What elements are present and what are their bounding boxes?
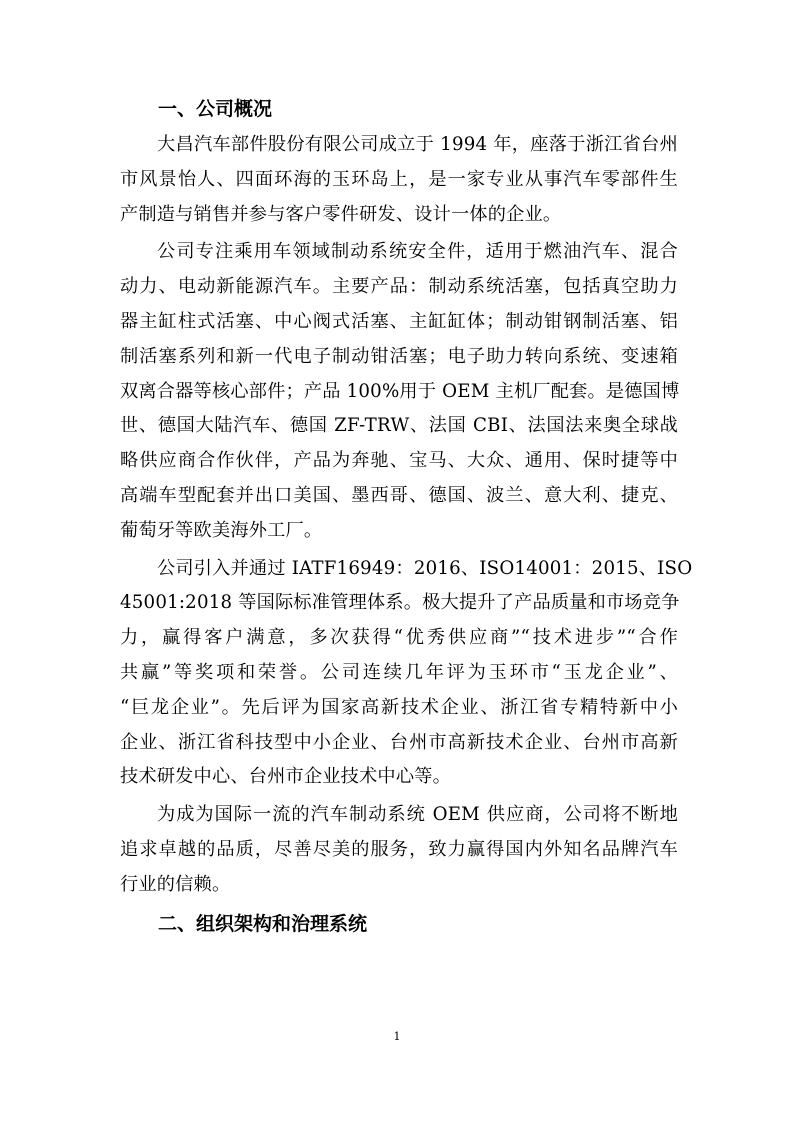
page-number: 1 [393,1030,401,1043]
paragraph-line: 制活塞系列和新一代电子制动钳活塞；电子助力转向系统、变速箱 [120,345,678,367]
paragraph-company-intro [120,128,678,232]
paragraph-line: 公司引入并通过 IATF16949：2016、ISO14001：2015、ISO [157,557,693,579]
paragraph-line: 动力、电动新能源汽车。主要产品：制动系统活塞，包括真空助力 [120,276,678,298]
paragraph-line: 器主缸柱式活塞、中心阀式活塞、主缸缸体；制动钳钢制活塞、铝 [120,310,678,332]
paragraph-line: 45001:2018 等国际标准管理体系。极大提升了产品质量和市场竞争 [120,592,680,614]
paragraph-line: 共赢”等奖项和荣誉。公司连续几年评为玉环市“玉龙企业”、 [120,661,678,683]
paragraph-line: 大昌汽车部件股份有限公司成立于 1994 年，座落于浙江省台州 [157,134,678,155]
paragraph-line: 公司专注乘用车领域制动系统安全件，适用于燃油汽车、混合 [157,241,678,263]
section-heading-company-overview: 一、公司概况 [158,98,273,120]
paragraph-line: 产制造与销售并参与客户零件研发、设计一体的企业。 [120,203,562,225]
paragraph-line: 技术研发中心、台州市企业技术中心等。 [120,766,451,788]
paragraph-certifications [120,552,693,796]
paragraph-line: 葡萄牙等欧美海外工厂。 [120,519,323,541]
page-content [120,92,693,941]
paragraph-line: 市风景怡人、四面环海的玉环岛上，是一家专业从事汽车零部件生 [120,168,678,190]
paragraph-line: 世、德国大陆汽车、德国 ZF-TRW、法国 CBI、法国法来奥全球战 [120,415,678,437]
paragraph-line: “巨龙企业”。先后评为国家高新技术企业、浙江省专精特新中小 [120,696,678,718]
paragraph-line: 高端车型配套并出口美国、墨西哥、德国、波兰、意大利、捷克、 [120,484,678,506]
paragraph-line: 力，赢得客户满意，多次获得“优秀供应商”“技术进步”“合作 [120,627,678,649]
paragraph-products [120,235,678,548]
paragraph-line: 为成为国际一流的汽车制动系统 OEM 供应商，公司将不断地 [157,804,678,826]
paragraph-line: 企业、浙江省科技型中小企业、台州市高新技术企业、台州市高新 [120,731,678,753]
paragraph-line: 行业的信赖。 [120,873,231,895]
paragraph-line: 双离合器等核心部件；产品 100%用于 OEM 主机厂配套。是德国博 [120,380,680,402]
paragraph-line: 追求卓越的品质，尽善尽美的服务，致力赢得国内外知名品牌汽车 [120,838,678,860]
section-heading-organization: 二、组织架构和治理系统 [158,912,368,935]
paragraph-line: 略供应商合作伙伴，产品为奔驰、宝马、大众、通用、保时捷等中 [120,450,678,472]
paragraph-vision [120,798,678,902]
